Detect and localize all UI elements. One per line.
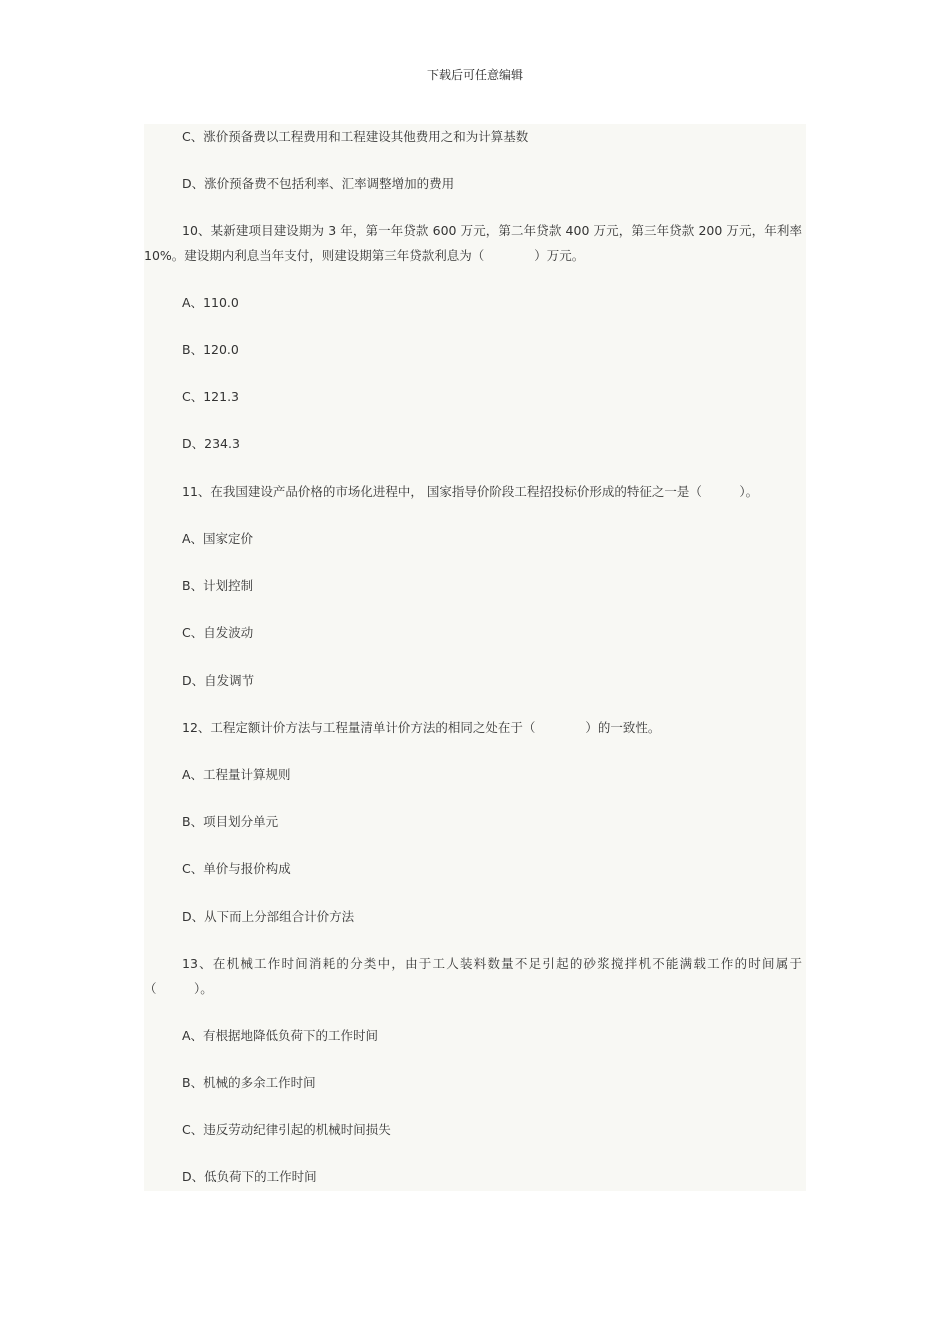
option-d-q9: D、涨价预备费不包括利率、汇率调整增加的费用	[182, 176, 455, 191]
option-d-q11: D、自发调节	[182, 673, 255, 688]
option-b-q12: B、项目划分单元	[182, 814, 279, 829]
question-13: 13、在机械工作时间消耗的分类中，由于工人装料数量不足引起的砂浆搅拌机不能满载工作的时间属于（ ）。	[144, 956, 802, 996]
option-c-q11: C、自发波动	[182, 625, 254, 640]
option-c-q13: C、违反劳动纪律引起的机械时间损失	[182, 1122, 391, 1137]
question-10: 10、某新建项目建设期为 3 年，第一年贷款 600 万元，第二年贷款 400 万元，第三年贷款 200 万元，年利率 10%。建设期内利息当年支付，则建设期第三年贷款利息为（ ）万元。	[144, 223, 802, 263]
option-a-q10: A、110.0	[182, 295, 239, 310]
option-a-q12: A、工程量计算规则	[182, 767, 291, 782]
option-c-q10: C、121.3	[182, 389, 240, 404]
content-panel	[144, 124, 806, 1191]
option-d-q10: D、234.3	[182, 436, 240, 451]
page-header: 下载后可任意编辑	[426, 68, 523, 82]
option-a-q11: A、国家定价	[182, 531, 254, 546]
option-b-q10: B、120.0	[182, 342, 239, 357]
option-a-q13: A、有根据地降低负荷下的工作时间	[182, 1028, 379, 1043]
question-11: 11、在我国建设产品价格的市场化进程中， 国家指导价阶段工程招投标价形成的特征之一是（ ）。	[182, 484, 759, 499]
question-12: 12、工程定额计价方法与工程量清单计价方法的相同之处在于（ ）的一致性。	[182, 720, 661, 735]
option-b-q11: B、计划控制	[182, 578, 254, 593]
option-c-q9: C、涨价预备费以工程费用和工程建设其他费用之和为计算基数	[182, 129, 529, 144]
option-d-q13: D、低负荷下的工作时间	[182, 1169, 317, 1184]
option-d-q12: D、从下而上分部组合计价方法	[182, 909, 355, 924]
option-c-q12: C、单价与报价构成	[182, 861, 291, 876]
option-b-q13: B、机械的多余工作时间	[182, 1075, 316, 1090]
